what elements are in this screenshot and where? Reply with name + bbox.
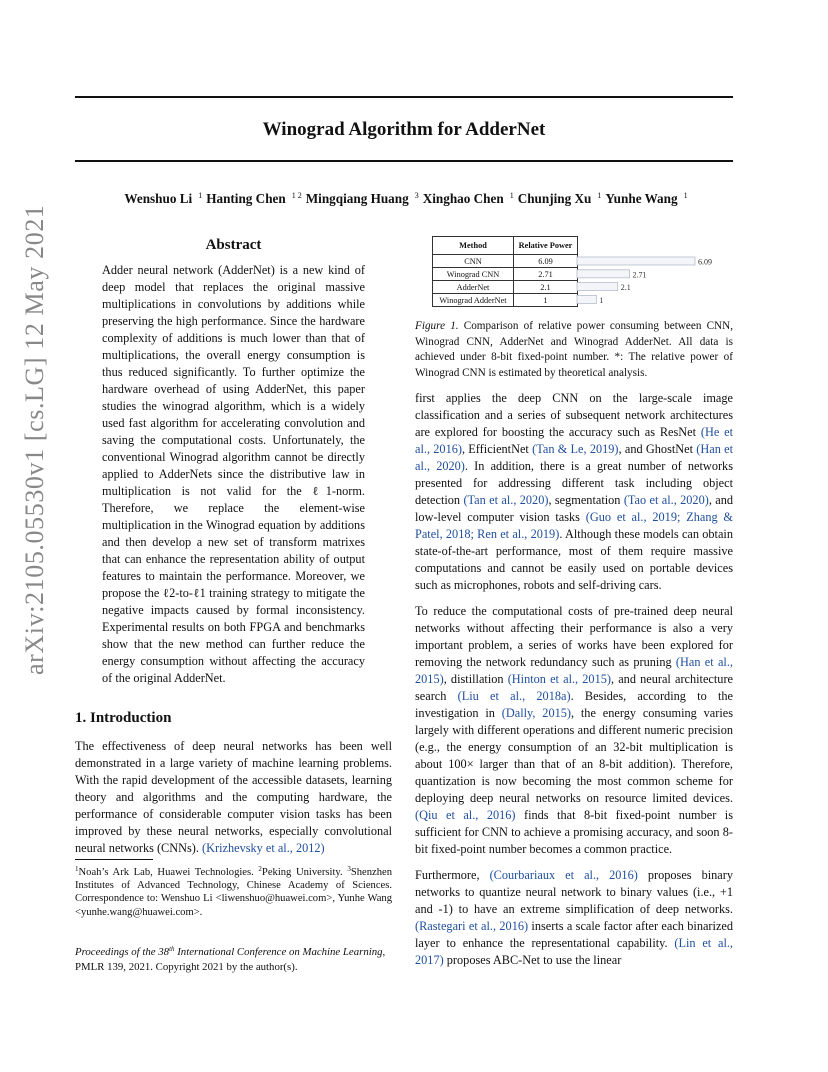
citation-link[interactable]: (He et al., 2016) <box>415 425 733 456</box>
author-name: Wenshuo Li <box>124 191 193 206</box>
arxiv-side-stamp: arXiv:2105.05530v1 [cs.LG] 12 May 2021 <box>20 204 49 675</box>
citation-link[interactable]: (Courbariaux et al., 2016) <box>489 868 638 882</box>
body-text: , and GhostNet <box>618 442 697 456</box>
author-affiliation-mark: 1 2 <box>291 191 302 200</box>
title-bottom-rule <box>75 160 733 162</box>
author-affiliation-mark: 1 <box>597 191 602 200</box>
figure-caption <box>415 319 733 381</box>
footnote-mark: 2 <box>258 865 262 873</box>
body-text: . Although these models can obtain state-of-the-art performance, most of them require massive computations and cannot be easily used on portable devices such as microphones, robots and self-driving cars. <box>415 527 733 592</box>
body-text: finds that 8-bit fixed-point number is sufficient for CNN to achieve a promising accuracy, and soon 8-bit fixed-point number becomes a common practice. <box>415 808 733 856</box>
author-list <box>75 191 733 207</box>
method-cell: CNN <box>433 255 514 268</box>
author-affiliation-mark: 1 <box>509 191 514 200</box>
author <box>120 191 202 206</box>
author-affiliation-mark: 3 <box>414 191 419 200</box>
body-paragraph <box>415 867 733 969</box>
table-header-method: Method <box>433 237 514 255</box>
power-cell: 6.09 <box>514 255 578 268</box>
author-name: Chunjing Xu <box>517 191 592 206</box>
author-name: Yunhe Wang <box>605 191 678 206</box>
body-text: , and neural architecture search <box>415 672 734 703</box>
power-cell: 1 <box>514 294 578 307</box>
proceedings-sup: th <box>169 945 175 953</box>
author-name: Hanting Chen <box>206 191 286 206</box>
author-affiliation-mark: 1 <box>198 191 203 200</box>
author <box>202 191 302 206</box>
power-bar-label: 6.09 <box>698 257 712 267</box>
body-paragraph <box>415 390 733 594</box>
body-text: . In addition, there is a great number of networks presented for addressing different task including object detection <box>415 459 733 507</box>
citation-link[interactable]: (Krizhevsky et al., 2012) <box>202 841 325 855</box>
power-bar-label: 2.71 <box>632 270 647 280</box>
citation-link[interactable]: (Qiu et al., 2016) <box>415 808 516 822</box>
citation-link[interactable]: (Han et al., 2020) <box>415 442 733 473</box>
power-bar <box>577 270 630 278</box>
table-header-power: Relative Power <box>514 237 578 255</box>
paper-title: Winograd Algorithm for AdderNet <box>262 119 546 140</box>
proceedings-note <box>75 942 392 975</box>
abstract-text: Adder neural network (AdderNet) is a new kind of deep model that replaces the original massive multiplications in convolutions by additions while preserving the high performance. Since the hardware complexity of additions is much lower than that of multiplications, the overall energy consumption is thus reduced significantly. To further optimize the hardware overhead of using AdderNet, this paper studies the winograd algorithm, which is a widely used fast algorithm for accelerating convolution and saving the computational costs. Unfortunately, the conventional Winograd algorithm cannot be directly applied to AdderNets since the distributive law in multiplication is not valid for the ℓ1-norm. Therefore, we replace the element-wise multiplication in the Winograd equation by additions and then develop a new set of transform matrixes that can enhance the representation ability of output features to maintain the performance. Moreover, we propose the ℓ2-to-ℓ1 training strategy to mitigate the negative impacts caused by formal inconsistency. Experimental results on both FPGA and benchmarks show that the new method can further reduce the energy consumption without affecting the accuracy of the original AdderNet. <box>102 263 365 685</box>
method-cell: Winograd CNN <box>433 268 514 281</box>
body-text: , segmentation <box>548 493 624 507</box>
body-text: . Besides, according to the investigation in <box>415 689 733 720</box>
proceedings-part: Proceedings of the 38 <box>75 946 170 958</box>
abstract-heading: Abstract <box>205 237 262 253</box>
footnote-mark: 3 <box>347 865 351 873</box>
footnote-rule <box>75 859 153 860</box>
citation-link[interactable]: (Lin et al., 2017) <box>415 936 734 967</box>
body-text: , EfficientNet <box>461 442 533 456</box>
citation-link[interactable]: (Liu et al., 2018a) <box>457 689 571 703</box>
table-row <box>433 268 578 281</box>
figure-label: Figure 1. <box>415 320 459 332</box>
footnote-mark: 1 <box>75 865 79 873</box>
method-cell: Winograd AdderNet <box>433 294 514 307</box>
author <box>302 191 419 206</box>
affiliation-1: Noah’s Ark Lab, Huawei Technologies. <box>78 867 259 878</box>
power-bar-label: 1 <box>599 295 604 305</box>
affiliation-3: Shenzhen Institutes of Advanced Technology, Chinese Academy of Sciences. Correspondence to: Wenshuo Li <liwenshuo@huawei.com>, Yunhe Wang <yunhe.wang@huawei.com>. <box>75 867 392 918</box>
body-text: Furthermore, <box>415 868 490 882</box>
intro-text: The effectiveness of deep neural networks has been well demonstrated in a large variety of machine learning problems. With the rapid development of the accessible datasets, learning theory and algorithms and the computing hardware, the performance of considerable computer vision tasks has been improved by these neural networks, especially convolutional neural networks (CNNs). <box>75 739 392 855</box>
body-text: first applies the deep CNN on the large-scale image classification and a series of subsequent network architectures are explored for boosting the accuracy such as ResNet <box>415 391 733 439</box>
relative-power-bars <box>576 255 736 309</box>
author <box>419 191 514 206</box>
proceedings-part: , PMLR 139, 2021. Copyright 2021 by the author(s). <box>75 946 386 973</box>
power-bar <box>577 295 596 303</box>
introduction-body <box>75 738 392 857</box>
body-paragraph <box>415 603 733 858</box>
citation-link[interactable]: (Tan et al., 2020) <box>463 493 549 507</box>
affiliation-2: Peking University. <box>261 867 348 878</box>
body-text: , and low-level computer vision tasks <box>415 493 734 524</box>
body-text: inserts a scale factor after each binarized layer to enhance the representational capability. <box>415 919 734 950</box>
author <box>601 191 687 206</box>
relative-power-table <box>432 236 578 307</box>
author-name: Xinghao Chen <box>422 191 504 206</box>
body-text: proposes binary networks to quantize neural network to binary values (i.e., +1 and -1) to have an extreme simplification of deep networks. <box>415 868 733 916</box>
power-cell: 2.1 <box>514 281 578 294</box>
citation-link[interactable]: (Dally, 2015) <box>501 706 571 720</box>
citation-link[interactable]: (Hinton et al., 2015) <box>507 672 611 686</box>
body-text: , the energy consuming varies largely with different operations and different numeric precision (e.g., the energy consumption of an 32-bit multiplication is about 100× larger than that of an 8-bit addition). Therefore, quantization is now becoming the most common scheme for deploying deep neural networks on resource limited devices. <box>415 706 733 805</box>
citation-link[interactable]: (Tan & Le, 2019) <box>532 442 619 456</box>
caption-text: Comparison of relative power consuming between CNN, Winograd CNN, AdderNet and Winograd AdderNet. All data is achieved under 8-bit fixed-point number. *: The relative power of Winograd CNN is estimated by theoretical analysis. <box>415 320 733 379</box>
method-cell: AdderNet <box>433 281 514 294</box>
right-column-body <box>415 390 733 969</box>
author-name: Mingqiang Huang <box>305 191 409 206</box>
power-cell: 2.71 <box>514 268 578 281</box>
power-bar <box>577 283 618 291</box>
power-bar-label: 2.1 <box>620 283 631 293</box>
citation-link[interactable]: (Han et al., 2015) <box>415 655 733 686</box>
proceedings-part: International Conference on Machine Learning <box>174 946 383 958</box>
power-bar <box>577 257 695 265</box>
intro-paragraph <box>75 738 392 857</box>
affiliation-footnote <box>75 863 392 919</box>
body-text: proposes ABC-Net to use the linear <box>443 953 622 967</box>
citation-link[interactable]: (Guo et al., 2019; Zhang & Patel, 2018; Ren et al., 2019) <box>415 510 733 541</box>
author-affiliation-mark: 1 <box>683 191 688 200</box>
title-top-rule <box>75 96 733 98</box>
table-row <box>433 294 578 307</box>
table-row <box>433 255 578 268</box>
body-text: , distillation <box>443 672 508 686</box>
author <box>514 191 602 206</box>
body-text: To reduce the computational costs of pre-trained deep neural networks without affecting their performance is also a very important problem, a series of works have been explored for removing the network redundancy such as pruning <box>415 604 733 669</box>
table-row <box>433 281 578 294</box>
section-heading-introduction: 1. Introduction <box>75 710 172 726</box>
citation-link[interactable]: (Tao et al., 2020) <box>623 493 709 507</box>
citation-link[interactable]: (Rastegari et al., 2016) <box>415 919 529 933</box>
